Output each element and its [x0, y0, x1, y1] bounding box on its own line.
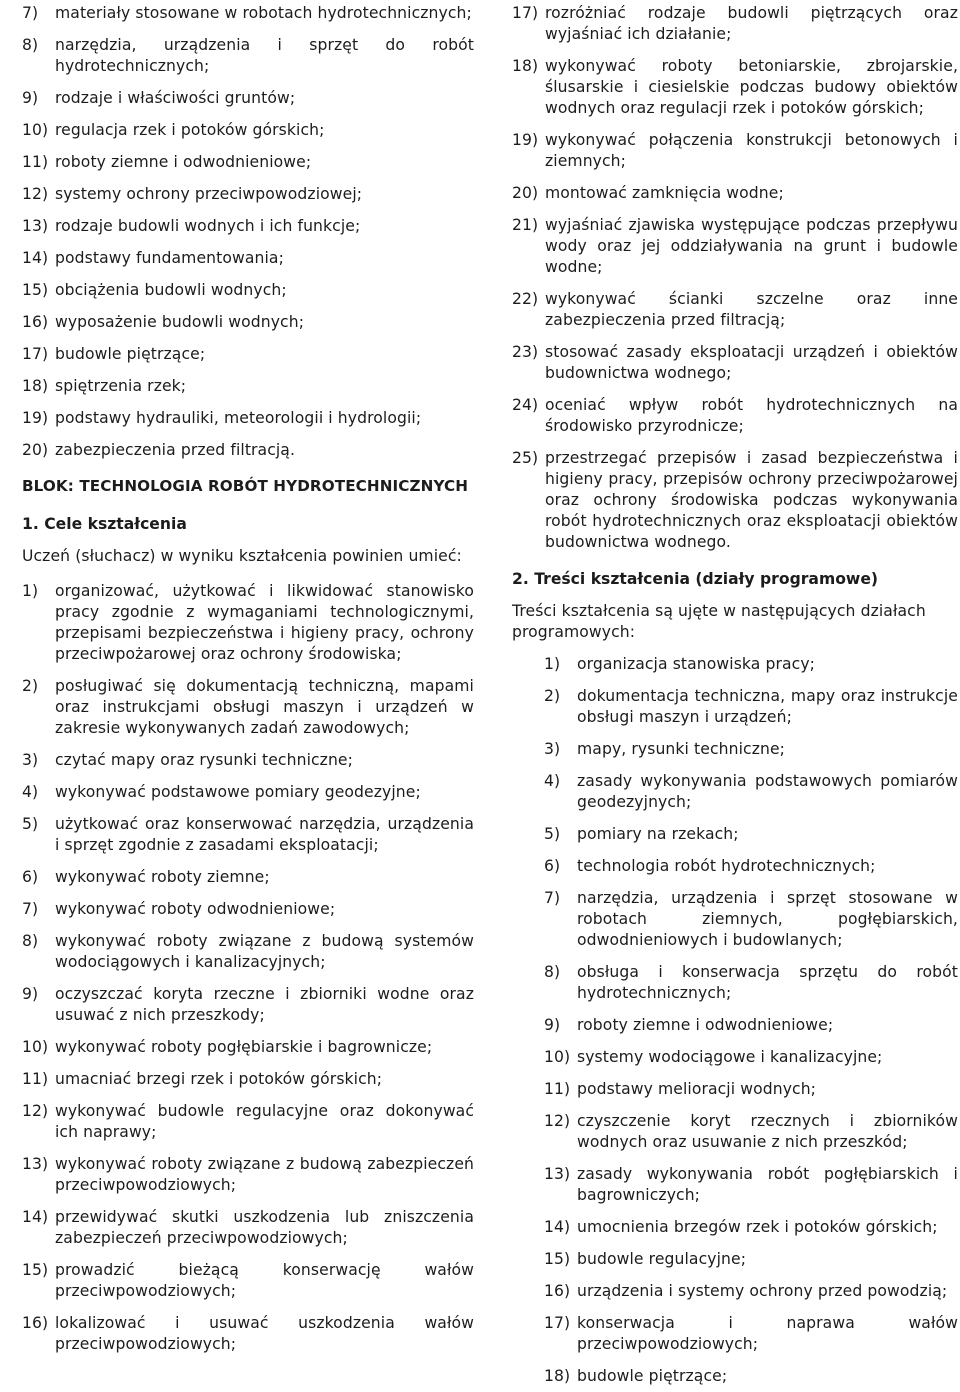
list-item-number: 10)	[22, 1038, 49, 1056]
list-item	[22, 152, 474, 173]
list-item-text: wyposażenie budowli wodnych;	[55, 313, 305, 331]
list-item-text: wykonywać roboty pogłębiarskie i bagrownicze;	[55, 1038, 433, 1056]
learning-goals-list	[22, 581, 474, 1355]
list-item-number: 3)	[544, 740, 561, 758]
list-item	[22, 899, 474, 920]
list-item	[22, 984, 474, 1026]
list-item-text: posługiwać się dokumentacją techniczną, mapami oraz instrukcjami obsługi maszyn i urządzeń w zakresie wykonywanych zadań zawodowych;	[55, 677, 474, 737]
list-item-number: 16)	[22, 313, 49, 331]
list-item-text: wyjaśniać zjawiska występujące podczas przepływu wody oraz jej oddziaływania na grunt i budowle wodne;	[545, 216, 958, 276]
list-item	[22, 440, 474, 461]
section-2-title: 2. Treści kształcenia (działy programowe)	[512, 570, 879, 588]
list-item	[22, 120, 474, 141]
list-item-number: 20)	[22, 441, 49, 459]
list-item-text: urządzenia i systemy ochrony przed powodzią;	[577, 1282, 948, 1300]
list-item-text: organizacja stanowiska pracy;	[577, 655, 816, 673]
list-item-text: rozróżniać rodzaje budowli piętrzących oraz wyjaśniać ich działanie;	[545, 4, 958, 43]
list-item-number: 12)	[544, 1112, 571, 1130]
list-item-text: czyszczenie koryt rzecznych i zbiorników wodnych oraz usuwanie z nich przeszkód;	[577, 1112, 958, 1151]
list-item-number: 14)	[22, 249, 49, 267]
list-item	[512, 3, 958, 45]
list-item-number: 22)	[512, 290, 539, 308]
list-item-text: podstawy melioracji wodnych;	[577, 1080, 817, 1098]
list-item	[512, 289, 958, 331]
list-item	[22, 867, 474, 888]
list-item	[22, 184, 474, 205]
list-item-text: użytkować oraz konserwować narzędzia, urządzenia i sprzęt zgodnie z zasadami eksploatacji;	[55, 815, 474, 854]
list-item-text: przestrzegać przepisów i zasad bezpieczeństwa i higieny pracy, przepisów ochrony przeciwpożarowej oraz ochrony środowiska podczas wykonywania robót hydrotechnicznych oraz eksploatacji obiektów budownictwa wodnego.	[545, 449, 958, 551]
list-item-text: umocnienia brzegów rzek i potoków górskich;	[577, 1218, 938, 1236]
list-item-number: 16)	[22, 1314, 49, 1332]
list-item-number: 14)	[544, 1218, 571, 1236]
list-item-number: 13)	[22, 217, 49, 235]
list-item-number: 15)	[22, 281, 49, 299]
list-item	[22, 931, 474, 973]
list-item-number: 19)	[22, 409, 49, 427]
list-item	[22, 814, 474, 856]
list-item-number: 11)	[22, 1070, 49, 1088]
program-contents-list	[512, 654, 958, 1387]
list-item-number: 16)	[544, 1282, 571, 1300]
list-item-number: 13)	[22, 1155, 49, 1173]
list-item-text: oceniać wpływ robót hydrotechnicznych na środowisko przyrodnicze;	[545, 396, 958, 435]
list-item	[544, 739, 958, 760]
list-item	[544, 1366, 958, 1387]
list-item-text: wykonywać budowle regulacyjne oraz dokonywać ich naprawy;	[55, 1102, 474, 1141]
list-item	[22, 1313, 474, 1355]
list-item	[22, 88, 474, 109]
list-item-number: 17)	[544, 1314, 571, 1332]
list-item	[22, 1037, 474, 1058]
left-column	[22, 0, 474, 1355]
list-item-text: obciążenia budowli wodnych;	[55, 281, 287, 299]
list-item-number: 18)	[512, 57, 539, 75]
list-item	[544, 1281, 958, 1302]
list-item-number: 7)	[544, 889, 561, 907]
list-item	[544, 888, 958, 951]
list-item	[22, 782, 474, 803]
list-item-number: 8)	[22, 932, 39, 950]
list-item-text: wykonywać roboty związane z budową zabezpieczeń przeciwpowodziowych;	[55, 1155, 474, 1194]
list-item-text: przewidywać skutki uszkodzenia lub zniszczenia zabezpieczeń przeciwpowodziowych;	[55, 1208, 474, 1247]
list-item-text: obsługa i konserwacja sprzętu do robót hydrotechnicznych;	[577, 963, 958, 1002]
list-item-text: podstawy hydrauliki, meteorologii i hydrologii;	[55, 409, 422, 427]
list-item-text: zasady wykonywania podstawowych pomiarów geodezyjnych;	[577, 772, 958, 811]
list-item-number: 2)	[544, 687, 561, 705]
list-item	[544, 824, 958, 845]
list-item	[22, 1101, 474, 1143]
list-item-text: wykonywać podstawowe pomiary geodezyjne;	[55, 783, 421, 801]
list-item	[544, 1249, 958, 1270]
list-item-number: 6)	[22, 868, 39, 886]
list-item-text: budowle regulacyjne;	[577, 1250, 747, 1268]
list-item-text: wykonywać roboty betoniarskie, zbrojarskie, ślusarskie i ciesielskie podczas budowy obiektów wodnych oraz regulacji rzek i potoków górskich;	[545, 57, 958, 117]
list-item-number: 9)	[22, 985, 39, 1003]
list-item-text: regulacja rzek i potoków górskich;	[55, 121, 325, 139]
list-item-number: 15)	[22, 1261, 49, 1279]
list-item-number: 11)	[544, 1080, 571, 1098]
learning-goals-list-continued	[512, 0, 958, 553]
list-item-text: roboty ziemne i odwodnieniowe;	[55, 153, 312, 171]
list-item-number: 9)	[544, 1016, 561, 1034]
list-item-number: 25)	[512, 449, 539, 467]
list-item-number: 10)	[22, 121, 49, 139]
list-item-text: konserwacja i naprawa wałów przeciwpowodziowych;	[577, 1314, 958, 1353]
list-item	[544, 1164, 958, 1206]
list-item	[512, 183, 958, 204]
list-item	[512, 56, 958, 119]
block-heading: BLOK: TECHNOLOGIA ROBÓT HYDROTECHNICZNYCH	[22, 477, 469, 495]
list-item-number: 15)	[544, 1250, 571, 1268]
list-item-number: 18)	[544, 1367, 571, 1385]
list-item-text: rodzaje i właściwości gruntów;	[55, 89, 296, 107]
list-item-number: 24)	[512, 396, 539, 414]
list-item-number: 9)	[22, 89, 39, 107]
list-item-text: pomiary na rzekach;	[577, 825, 739, 843]
list-item	[512, 130, 958, 172]
list-item-number: 8)	[22, 36, 39, 54]
list-item	[22, 248, 474, 269]
list-item-text: oczyszczać koryta rzeczne i zbiorniki wodne oraz usuwać z nich przeszkody;	[55, 985, 474, 1024]
section-1-title: 1. Cele kształcenia	[22, 515, 187, 533]
list-item	[22, 3, 474, 24]
list-item-text: budowle piętrzące;	[577, 1367, 728, 1385]
list-item-number: 8)	[544, 963, 561, 981]
list-item	[22, 1207, 474, 1249]
list-item-number: 13)	[544, 1165, 571, 1183]
list-item-number: 18)	[22, 377, 49, 395]
list-item	[22, 408, 474, 429]
list-item-number: 12)	[22, 1102, 49, 1120]
list-item-text: wykonywać roboty ziemne;	[55, 868, 270, 886]
list-item	[544, 962, 958, 1004]
list-item-number: 23)	[512, 343, 539, 361]
list-item	[544, 1313, 958, 1355]
list-item	[544, 1047, 958, 1068]
list-item-number: 10)	[544, 1048, 571, 1066]
list-item-text: montować zamknięcia wodne;	[545, 184, 784, 202]
list-item-number: 17)	[512, 4, 539, 22]
list-item-text: dokumentacja techniczna, mapy oraz instrukcje obsługi maszyn i urządzeń;	[577, 687, 958, 726]
section-2-intro: Treści kształcenia są ujęte w następujących działach programowych:	[512, 602, 926, 641]
list-item-number: 12)	[22, 185, 49, 203]
list-item	[22, 1069, 474, 1090]
materials-topics-list	[22, 0, 474, 461]
list-item	[22, 1154, 474, 1196]
list-item-text: zasady wykonywania robót pogłębiarskich i bagrowniczych;	[577, 1165, 958, 1204]
list-item-number: 5)	[22, 815, 39, 833]
list-item-number: 2)	[22, 677, 39, 695]
list-item-number: 4)	[22, 783, 39, 801]
list-item	[544, 1217, 958, 1238]
list-item	[544, 1015, 958, 1036]
list-item-text: narzędzia, urządzenia i sprzęt stosowane w robotach ziemnych, pogłębiarskich, odwodnieniowych i budowlanych;	[577, 889, 958, 949]
list-item	[544, 856, 958, 877]
list-item-text: stosować zasady eksploatacji urządzeń i obiektów budownictwa wodnego;	[545, 343, 958, 382]
list-item-number: 14)	[22, 1208, 49, 1226]
list-item-text: czytać mapy oraz rysunki techniczne;	[55, 751, 353, 769]
list-item-number: 21)	[512, 216, 539, 234]
list-item-number: 7)	[22, 900, 39, 918]
list-item	[22, 581, 474, 665]
list-item-number: 1)	[544, 655, 561, 673]
list-item-number: 20)	[512, 184, 539, 202]
list-item	[544, 654, 958, 675]
list-item	[512, 395, 958, 437]
list-item-text: mapy, rysunki techniczne;	[577, 740, 786, 758]
list-item-number: 6)	[544, 857, 561, 875]
list-item-number: 17)	[22, 345, 49, 363]
list-item-text: rodzaje budowli wodnych i ich funkcje;	[55, 217, 361, 235]
list-item	[544, 1079, 958, 1100]
list-item-text: zabezpieczenia przed filtracją.	[55, 441, 296, 459]
list-item-text: wykonywać połączenia konstrukcji betonowych i ziemnych;	[545, 131, 958, 170]
list-item-text: wykonywać roboty związane z budową systemów wodociągowych i kanalizacyjnych;	[55, 932, 474, 971]
list-item-number: 3)	[22, 751, 39, 769]
list-item	[22, 750, 474, 771]
list-item-text: wykonywać ścianki szczelne oraz inne zabezpieczenia przed filtracją;	[545, 290, 958, 329]
list-item-number: 11)	[22, 153, 49, 171]
section-1-intro: Uczeń (słuchacz) w wyniku kształcenia powinien umieć:	[22, 547, 462, 565]
list-item	[22, 312, 474, 333]
list-item-number: 1)	[22, 582, 39, 600]
list-item-text: organizować, użytkować i likwidować stanowisko pracy zgodnie z wymaganiami technologicznymi, przepisami bezpieczeństwa i higieny pracy, ochrony przeciwpożarowej oraz ochrony środowiska;	[55, 582, 474, 663]
list-item-text: systemy ochrony przeciwpowodziowej;	[55, 185, 363, 203]
list-item	[22, 344, 474, 365]
list-item-number: 19)	[512, 131, 539, 149]
list-item-text: technologia robót hydrotechnicznych;	[577, 857, 876, 875]
list-item	[22, 376, 474, 397]
list-item-text: lokalizować i usuwać uszkodzenia wałów przeciwpowodziowych;	[55, 1314, 474, 1353]
list-item-text: materiały stosowane w robotach hydrotechnicznych;	[55, 4, 472, 22]
list-item-text: narzędzia, urządzenia i sprzęt do robót hydrotechnicznych;	[55, 36, 474, 75]
list-item	[22, 280, 474, 301]
list-item-text: prowadzić bieżącą konserwację wałów przeciwpowodziowych;	[55, 1261, 474, 1300]
list-item-text: spiętrzenia rzek;	[55, 377, 187, 395]
list-item-text: umacniać brzegi rzek i potoków górskich;	[55, 1070, 383, 1088]
list-item-number: 4)	[544, 772, 561, 790]
list-item-text: budowle piętrzące;	[55, 345, 206, 363]
list-item	[544, 1111, 958, 1153]
list-item	[512, 342, 958, 384]
list-item-number: 7)	[22, 4, 39, 22]
list-item-text: podstawy fundamentowania;	[55, 249, 284, 267]
list-item	[544, 686, 958, 728]
list-item-number: 5)	[544, 825, 561, 843]
list-item-text: systemy wodociągowe i kanalizacyjne;	[577, 1048, 883, 1066]
list-item	[22, 1260, 474, 1302]
right-column	[512, 0, 958, 1387]
list-item-text: wykonywać roboty odwodnieniowe;	[55, 900, 336, 918]
list-item-text: roboty ziemne i odwodnieniowe;	[577, 1016, 834, 1034]
list-item	[512, 215, 958, 278]
list-item	[544, 771, 958, 813]
list-item	[512, 448, 958, 553]
list-item	[22, 676, 474, 739]
list-item	[22, 35, 474, 77]
list-item	[22, 216, 474, 237]
